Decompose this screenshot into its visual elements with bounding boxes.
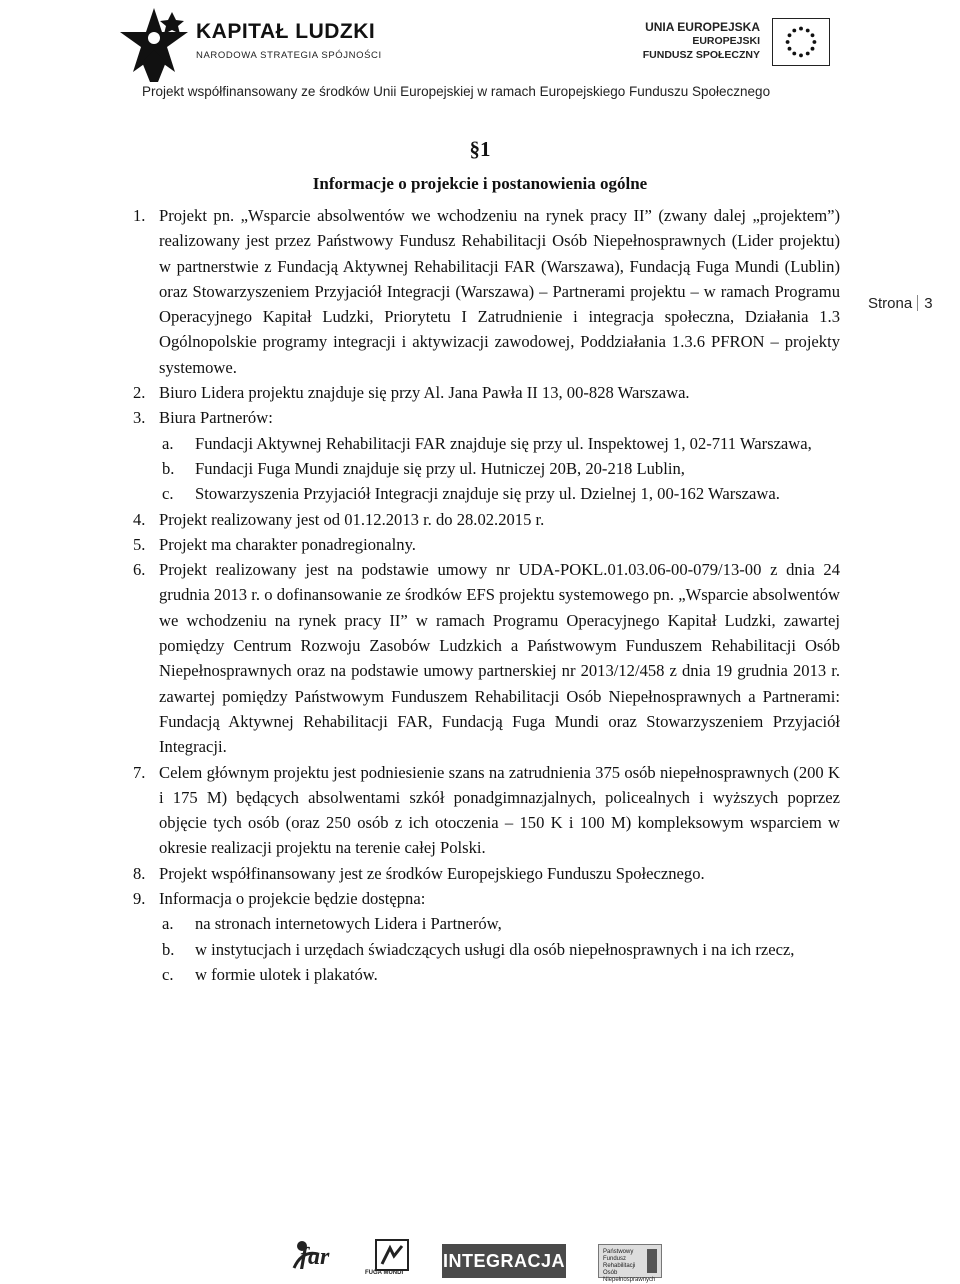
star-figure-icon [118,6,190,84]
brand-title: KAPITAŁ LUDZKI [196,20,376,43]
item-number: 1. [133,206,146,225]
item-text: Projekt współfinansowany jest ze środków Europejskiego Funduszu Społecznego. [159,863,705,883]
subitem-letter: c. [162,484,174,504]
item-text: Biuro Lidera projektu znajduje się przy Al. Jana Pawła II 13, 00-828 Warszawa. [159,383,690,403]
page-number-marker [868,295,933,312]
item-text: Projekt realizowany jest od 01.12.2013 r. do 28.02.2015 r. [159,509,545,529]
list-item [120,760,840,861]
sublist-item [120,937,840,962]
list-item [120,507,840,532]
page-number: 3 [924,295,933,312]
subitem-text: w instytucjach i urzędach świadczących usługi dla osób niepełnosprawnych i na ich rzecz, [195,939,795,959]
sublist-item [120,481,840,506]
sublist-item [120,962,840,987]
subitem-letter: b. [162,939,175,959]
eu-line1: UNIA EUROPEJSKA [645,20,760,34]
list-item [120,405,840,506]
list-item [120,532,840,557]
pfron-logo-text: Państwowy Fundusz Rehabilitacji Osób Niepełnosprawnych [603,1249,656,1283]
provisions-list [120,203,840,987]
brand-subtitle: NARODOWA STRATEGIA SPÓJNOŚCI [196,50,382,61]
subitem-letter: b. [162,458,175,478]
sublist-item [120,456,840,481]
subitem-text: w formie ulotek i plakatów. [195,964,378,984]
list-item [120,380,840,405]
list-item [120,203,840,380]
item-text: Celem głównym projektu jest podniesienie szans na zatrudnienia 375 osób niepełnosprawnych (200 K i 175 M) będących absolwentami szkół ponadgimnazjalnych, policealnych i wyższych poprzez objęcie tych osób (oraz 250 osób z ich otoczenia – 150 K i 100 M) kompleksowym wsparciem w okresie realizacji projektu na terenie całej Polski. [159,762,840,858]
item-number: 6. [133,560,146,580]
list-item [120,861,840,886]
pfron-logo [598,1244,662,1283]
section-paragraph-mark: §1 [469,137,491,161]
item-text: Informacja o projekcie będzie dostępna: [159,889,426,909]
item-number: 2. [133,383,146,403]
list-item [120,557,840,759]
subitem-text: Fundacji Aktywnej Rehabilitacji FAR znajduje się przy ul. Inspektowej 1, 02-711 Warszawa, [195,433,812,453]
subitem-letter: a. [162,914,174,934]
page-label: Strona [868,295,913,312]
integracja-logo: INTEGRACJA [442,1244,566,1278]
sublist-item [120,911,840,936]
item-number: 4. [133,509,146,529]
sublist [159,911,840,987]
document-body [120,135,840,987]
eu-text [643,20,760,62]
cofinancing-caption: Projekt współfinansowany ze środków Unii Europejskiej w ramach Europejskiego Funduszu Społecznego [142,84,771,99]
pfron-logo-mark [647,1249,657,1273]
far-logo-text: far [300,1244,330,1270]
eu-line3: FUNDUSZ SPOŁECZNY [642,49,760,61]
item-number: 5. [133,534,146,554]
item-number: 3. [133,408,146,428]
item-number: 8. [133,863,146,883]
subitem-text: Stowarzyszenia Przyjaciół Integracji znajduje się przy ul. Dzielnej 1, 00-162 Warszawa. [195,484,780,504]
item-text: Projekt ma charakter ponadregionalny. [159,534,416,554]
kapital-ludzki-logo [118,6,382,84]
item-text: Projekt realizowany jest na podstawie umowy nr UDA-POKL.01.03.06-00-079/13-00 z dnia 24 grudnia 2013 r. o dofinansowanie ze środków EFS projektu systemowego pn. „Wsparcie absolwentów we wchodzeniu na rynek pracy II” w ramach Programu Operacyjnego Kapitał Ludzki, zawartej pomiędzy Centrum Rozwoju Zasobów Ludzkich a Państwowym Funduszem Rehabilitacji Osób Niepełnosprawnych oraz na podstawie umowy partnerskiej nr 2013/12/458 z dnia 19 grudnia 2013 r. zawartej pomiędzy Państwowym Funduszem Rehabilitacji Osób Niepełnosprawnych a Partnerami: Fundacją Aktywnej Rehabilitacji FAR, Fundacją Fuga Mundi oraz Stowarzyszeniem Przyjaciół Integracji. [159,560,840,757]
sublist-item [120,431,840,456]
sublist [159,431,840,507]
item-text: Projekt pn. „Wsparcie absolwentów we wchodzeniu na rynek pracy II” (zwany dalej „projektem”) realizowany jest przez Państwowy Fundusz Rehabilitacji Osób Niepełnosprawnych (Lider projektu) w partnerstwie z Fundacją Aktywnej Rehabilitacji FAR (Warszawa), Fundacją Fuga Mundi (Lublin) oraz Stowarzyszeniem Przyjaciół Integracji (Warszawa) – Partnerami projektu – w ramach Programu Operacyjnego Kapitał Ludzki, Priorytetu I Zatrudnienie i integracja społeczna, Działania 1.3 Ogólnopolskie programy integracji i aktywizacji zawodowej, Poddziałania 1.3.6 PFRON – projekty systemowe. [159,206,840,377]
item-number: 7. [133,762,146,782]
page-header [0,0,960,110]
subitem-letter: a. [162,433,174,453]
eu-line2: EUROPEJSKI [692,35,760,47]
section-title: Informacje o projekcie i postanowienia ogólne [312,174,648,193]
subitem-text: na stronach internetowych Lidera i Partnerów, [195,914,502,934]
item-text: Biura Partnerów: [159,408,273,428]
eu-logo [642,14,830,78]
eu-flag-icon [772,18,830,66]
fuga-mundi-logo-text: FUGA MUNDI [365,1270,404,1276]
item-number: 9. [133,889,146,909]
list-item [120,886,840,987]
subitem-text: Fundacji Fuga Mundi znajduje się przy ul. Hutniczej 20B, 20-218 Lublin, [195,458,685,478]
partner-logos-footer [0,1232,960,1282]
divider [917,295,918,311]
subitem-letter: c. [162,964,174,984]
